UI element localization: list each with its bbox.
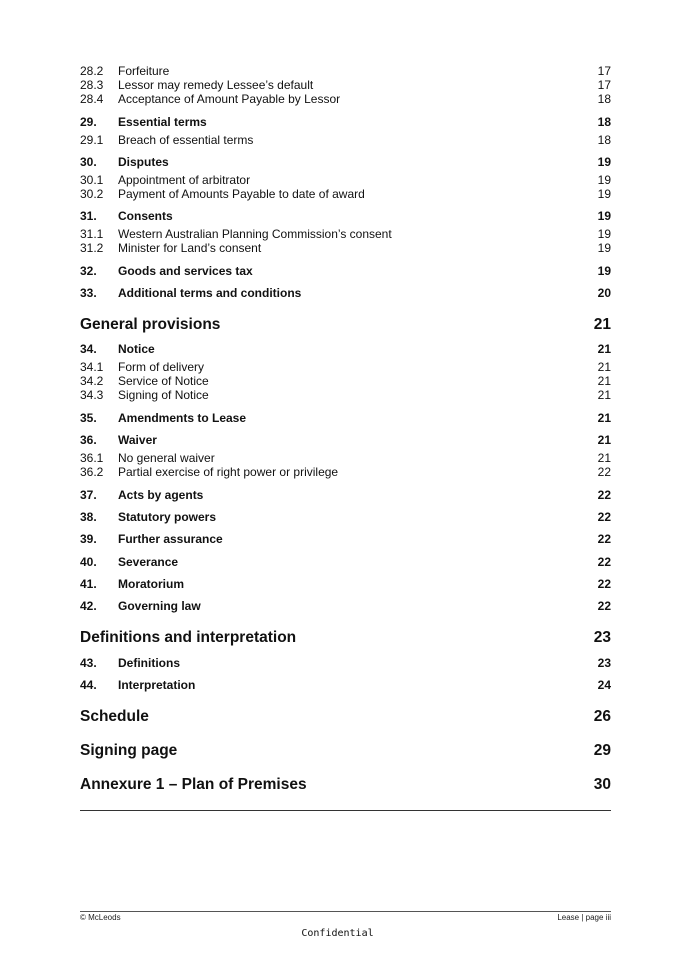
toc-entry-number: 28.3 bbox=[80, 78, 104, 92]
toc-section-entry[interactable] bbox=[80, 488, 611, 502]
toc-entry-title: Waiver bbox=[118, 433, 157, 447]
toc-entry-title: Statutory powers bbox=[118, 510, 217, 524]
toc-entry-title: Acts by agents bbox=[118, 488, 204, 502]
toc-entry-number: 34.2 bbox=[80, 374, 104, 388]
toc-section-entry[interactable] bbox=[80, 433, 611, 447]
toc-section-entry[interactable] bbox=[80, 264, 611, 278]
toc-entry[interactable] bbox=[80, 451, 611, 465]
toc-entry-page: 20 bbox=[597, 286, 611, 300]
toc-entry-number: 42. bbox=[80, 599, 97, 613]
toc-entry[interactable] bbox=[80, 374, 611, 388]
footer-copyright: © McLeods bbox=[80, 913, 121, 922]
footer-divider bbox=[80, 911, 611, 912]
toc-entry-number: 30.2 bbox=[80, 187, 104, 201]
toc-part-title: Schedule bbox=[80, 708, 149, 725]
toc-entry-title: Additional terms and conditions bbox=[118, 286, 302, 300]
toc-entry[interactable] bbox=[80, 173, 611, 187]
toc-entry[interactable] bbox=[80, 360, 611, 374]
toc-part-heading[interactable] bbox=[80, 707, 611, 727]
confidential-marking: Confidential bbox=[301, 928, 374, 939]
toc-entry-number: 38. bbox=[80, 510, 97, 524]
toc-entry-title: No general waiver bbox=[118, 451, 215, 465]
toc-entry-number: 37. bbox=[80, 488, 97, 502]
toc-entry-page: 22 bbox=[597, 465, 611, 479]
toc-entry-page: 22 bbox=[597, 599, 611, 613]
toc-entry-title: Disputes bbox=[118, 155, 169, 169]
toc-part-title: Annexure 1 – Plan of Premises bbox=[80, 776, 307, 793]
toc-entry-page: 18 bbox=[597, 115, 611, 129]
toc-entry-title: Amendments to Lease bbox=[118, 411, 247, 425]
toc-entry-number: 31.1 bbox=[80, 227, 104, 241]
toc-section-entry[interactable] bbox=[80, 286, 611, 300]
toc-entry-page: 19 bbox=[597, 227, 611, 241]
toc-entry-page: 21 bbox=[597, 360, 611, 374]
toc-part-heading[interactable] bbox=[80, 741, 611, 761]
toc-entry-number: 34.1 bbox=[80, 360, 104, 374]
toc-entry-number: 44. bbox=[80, 678, 97, 692]
toc-entry-number: 41. bbox=[80, 577, 97, 591]
toc-entry-page: 18 bbox=[597, 92, 611, 106]
toc-entry[interactable] bbox=[80, 187, 611, 201]
toc-entry-page: 22 bbox=[597, 510, 611, 524]
toc-entry-title: Acceptance of Amount Payable by Lessor bbox=[118, 92, 341, 106]
toc-entry-title: Minister for Land’s consent bbox=[118, 241, 262, 255]
toc-entry-title: Partial exercise of right power or privilege bbox=[118, 465, 339, 479]
footer-page-label: Lease | page iii bbox=[557, 913, 611, 922]
toc-section-entry[interactable] bbox=[80, 411, 611, 425]
toc-entry[interactable] bbox=[80, 388, 611, 402]
toc-entry-title: Consents bbox=[118, 209, 173, 223]
toc-section-entry[interactable] bbox=[80, 510, 611, 524]
toc-end-divider bbox=[80, 810, 611, 811]
toc-section-entry[interactable] bbox=[80, 532, 611, 546]
toc-entry-number: 39. bbox=[80, 532, 97, 546]
toc-section-entry[interactable] bbox=[80, 678, 611, 692]
toc-entry-page: 19 bbox=[597, 187, 611, 201]
toc-entry[interactable] bbox=[80, 92, 611, 106]
toc-entry[interactable] bbox=[80, 133, 611, 147]
toc-section-entry[interactable] bbox=[80, 599, 611, 613]
toc-entry-title: Western Australian Planning Commission’s consent bbox=[118, 227, 392, 241]
toc-part-title: Signing page bbox=[80, 742, 178, 759]
toc-entry[interactable] bbox=[80, 227, 611, 241]
toc-entry-title: Moratorium bbox=[118, 577, 184, 591]
toc-entry-title: Goods and services tax bbox=[118, 264, 253, 278]
toc-entry-page: 19 bbox=[597, 241, 611, 255]
toc-entry-page: 17 bbox=[597, 78, 611, 92]
toc-entry-number: 36.1 bbox=[80, 451, 104, 465]
toc-entry-number: 31. bbox=[80, 209, 97, 223]
toc-entry-title: Definitions bbox=[118, 656, 180, 670]
toc-section-entry[interactable] bbox=[80, 209, 611, 223]
toc-entry-page: 19 bbox=[597, 209, 611, 223]
toc-entry-page: 22 bbox=[597, 488, 611, 502]
toc-entry-page: 21 bbox=[597, 451, 611, 465]
toc-entry-page: 30 bbox=[593, 776, 611, 793]
toc-entry-page: 23 bbox=[593, 629, 611, 646]
toc-section-entry[interactable] bbox=[80, 155, 611, 169]
toc-entry-page: 21 bbox=[597, 374, 611, 388]
toc-entry-number: 29. bbox=[80, 115, 97, 129]
toc-entry-title: Appointment of arbitrator bbox=[118, 173, 251, 187]
toc-part-title: General provisions bbox=[80, 316, 221, 333]
toc-entry-number: 32. bbox=[80, 264, 97, 278]
toc-entry-number: 29.1 bbox=[80, 133, 104, 147]
toc-entry-page: 29 bbox=[593, 742, 611, 759]
toc-entry-title: Further assurance bbox=[118, 532, 223, 546]
toc-entry-page: 21 bbox=[593, 316, 611, 333]
toc-section-entry[interactable] bbox=[80, 555, 611, 569]
toc-entry-page: 22 bbox=[597, 532, 611, 546]
toc-entry-page: 22 bbox=[597, 577, 611, 591]
toc-entry-page: 18 bbox=[597, 133, 611, 147]
toc-entry-page: 24 bbox=[597, 678, 611, 692]
toc-entry-number: 36. bbox=[80, 433, 97, 447]
toc-section-entry[interactable] bbox=[80, 577, 611, 591]
toc-entry-number: 43. bbox=[80, 656, 97, 670]
toc-entry-title: Signing of Notice bbox=[118, 388, 209, 402]
toc-entry-title: Breach of essential terms bbox=[118, 133, 254, 147]
toc-entry[interactable] bbox=[80, 241, 611, 255]
toc-entry-number: 31.2 bbox=[80, 241, 104, 255]
toc-entry-page: 26 bbox=[593, 708, 611, 725]
toc-entry-number: 33. bbox=[80, 286, 97, 300]
toc-part-heading[interactable] bbox=[80, 628, 611, 648]
toc-entry-page: 17 bbox=[597, 64, 611, 78]
toc-entry-title: Notice bbox=[118, 342, 155, 356]
toc-entry-page: 21 bbox=[597, 342, 611, 356]
toc-entry-title: Interpretation bbox=[118, 678, 196, 692]
toc-section-entry[interactable] bbox=[80, 656, 611, 670]
toc-entry[interactable] bbox=[80, 465, 611, 479]
toc-entry-title: Service of Notice bbox=[118, 374, 209, 388]
toc-part-heading[interactable] bbox=[80, 315, 611, 335]
toc-entry-number: 30. bbox=[80, 155, 97, 169]
toc-entry-number: 30.1 bbox=[80, 173, 104, 187]
toc-entry-page: 21 bbox=[597, 411, 611, 425]
toc-entry-page: 21 bbox=[597, 433, 611, 447]
toc-entry-title: Governing law bbox=[118, 599, 201, 613]
toc-part-heading[interactable] bbox=[80, 775, 611, 795]
toc-entry-number: 34.3 bbox=[80, 388, 104, 402]
toc-section-entry[interactable] bbox=[80, 342, 611, 356]
toc-entry-page: 19 bbox=[597, 173, 611, 187]
toc-entry-page: 23 bbox=[597, 656, 611, 670]
toc-entry-title: Essential terms bbox=[118, 115, 207, 129]
toc-entry-page: 19 bbox=[597, 264, 611, 278]
toc-entry-title: Lessor may remedy Lessee’s default bbox=[118, 78, 314, 92]
toc-entry-title: Forfeiture bbox=[118, 64, 170, 78]
toc-entry-number: 35. bbox=[80, 411, 97, 425]
toc-entry-title: Form of delivery bbox=[118, 360, 205, 374]
toc-entry-page: 22 bbox=[597, 555, 611, 569]
toc-entry-number: 36.2 bbox=[80, 465, 104, 479]
toc-entry-number: 34. bbox=[80, 342, 97, 356]
toc-entry-title: Severance bbox=[118, 555, 179, 569]
toc-entry[interactable] bbox=[80, 64, 611, 78]
toc-section-entry[interactable] bbox=[80, 115, 611, 129]
toc-entry-number: 28.2 bbox=[80, 64, 104, 78]
toc-entry-page: 19 bbox=[597, 155, 611, 169]
toc-entry-title: Payment of Amounts Payable to date of award bbox=[118, 187, 365, 201]
toc-entry-page: 21 bbox=[597, 388, 611, 402]
toc-entry-number: 28.4 bbox=[80, 92, 104, 106]
toc-entry[interactable] bbox=[80, 78, 611, 92]
toc-part-title: Definitions and interpretation bbox=[80, 629, 297, 646]
toc-entry-number: 40. bbox=[80, 555, 97, 569]
